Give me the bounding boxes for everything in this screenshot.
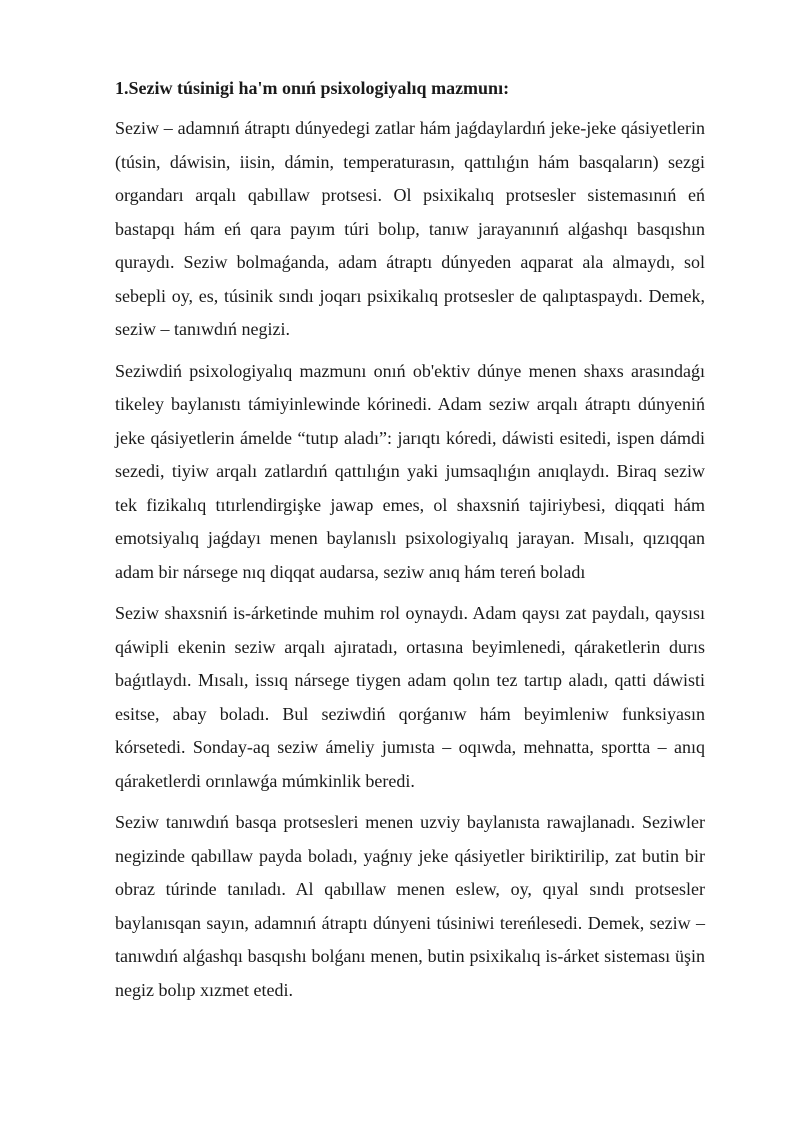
paragraph-connection-to-cognition: Seziw tanıwdıń basqa protsesleri menen uzviy baylanısta rawajlanadı. Seziwler negizinde qabıllaw payda boladı, yaǵnıy jeke qásiyetler biriktirilip, zat butin bir obraz túrinde tanıladı. Al qabıllaw menen eslew, oy, qıyal sındı protsesler baylanısqan sayın, adamnıń átraptı dúnyeni túsiniwi tereńlesedi. Demek, seziw – tanıwdıń alǵashqı basqıshı bolǵanı menen, butin psixikalıq is-árket sisteması üşin negiz bolıp xızmet etedi. (115, 812, 705, 1000)
paragraph-role-in-activity: Seziw shaxsniń is-árketinde muhim rol oynaydı. Adam qaysı zat paydalı, qaysısı qáwipli ekenin seziw arqalı ajıratadı, ortasına beyimlenedi, qáraketlerin durıs baǵıtlaydı. Mısalı, issıq nársege tiygen adam qolın tez tartıp aladı, qatti dáwisti esitse, abay boladı. Bul seziwdiń qorǵanıw hám beyimleniw funksiyasın kórsetedi. Sonday-aq seziw ámeliy jumısta – oqıwda, mehnatta, sportta – anıq qáraketlerdi orınlawǵa múmkinlik beredi. (115, 603, 705, 791)
document-page (115, 70, 705, 1015)
paragraph-definition: Seziw – adamnıń átraptı dúnyedegi zatlar hám jaǵdaylardıń jeke-jeke qásiyetlerin (túsin, dáwisin, iisin, dámin, temperaturasın, qattılıǵın hám basqaların) sezgi organdarı arqalı qabıllaw protsesi. Ol psixikalıq protsesler sistemasınıń eń bastapqı hám eń qara payım túri bolıp, tanıw jarayanınıń alǵashqı basqıshın quraydı. Seziw bolmaǵanda, adam átraptı dúnyeden aqparat ala almaydı, sol sebepli oy, es, túsinik sındı joqarı psixikalıq protsesler de qalıptaspaydı. Demek, seziw – tanıwdıń negizi. (115, 118, 705, 339)
paragraph-psychological-content: Seziwdiń psixologiyalıq mazmunı onıń ob'ektiv dúnye menen shaxs arasındaǵı tikeley baylanıstı támiyinlewinde kórinedi. Adam seziw arqalı átraptı dúnyeniń jeke qásiyetlerin ámelde “tutıp aladı”: jarıqtı kóredi, dáwisti esitedi, ispen dámdi sezedi, tiyiw arqalı zatlardıń qattılıǵın yaki jumsaqlıǵın anıqlaydı. Biraq seziw tek fizikalıq tıtırlendirgişke jawap emes, ol shaxsniń tajiriybesi, diqqati hám emotsiyalıq jaǵdayı menen baylanıslı psixologiyalıq jarayan. Mısalı, qızıqqan adam bir nársege nıq diqqat audarsa, seziw anıq hám tereń boladı (115, 360, 705, 582)
section-heading: 1.Seziw túsinigi ha'm onıń psixologiyalıq mazmunı: (115, 78, 510, 98)
